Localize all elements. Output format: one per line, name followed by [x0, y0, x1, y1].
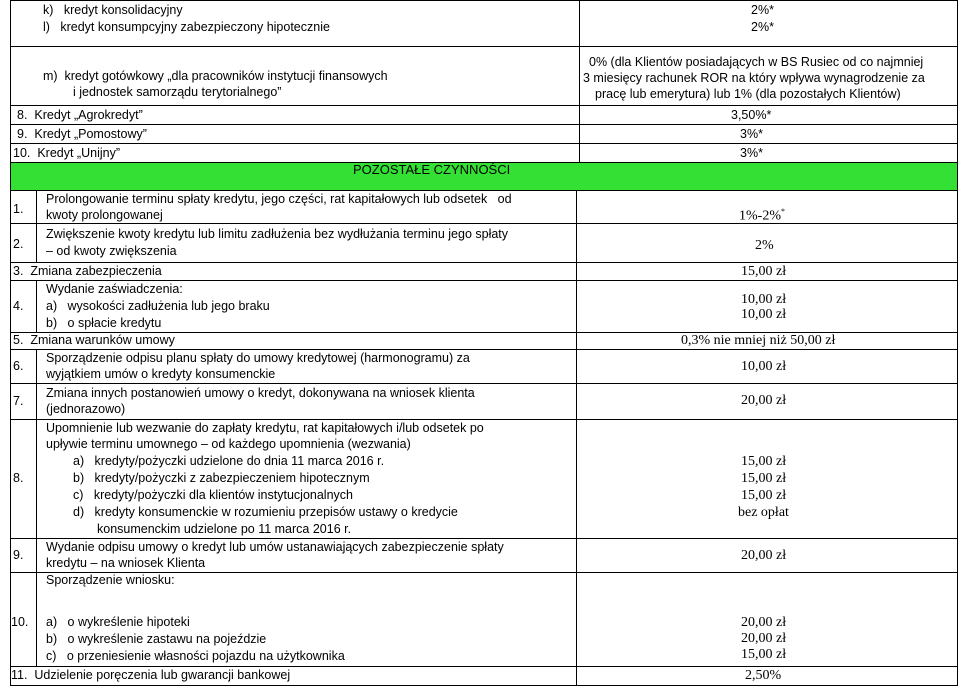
pomostowy-label: 9. Kredyt „Pomostowy”	[17, 127, 147, 141]
row-unijny	[10, 144, 958, 163]
row-m	[10, 47, 958, 106]
item-4-line-2: a) wysokości zadłużenia lub jego braku	[46, 299, 270, 313]
item-5	[10, 333, 958, 350]
item-1	[10, 191, 958, 224]
k-label: k) kredyt konsolidacyjny	[43, 3, 183, 17]
item-4-number: 4.	[13, 299, 24, 313]
item-8-value-d: bez opłat	[738, 505, 789, 520]
item-8-number: 8.	[13, 471, 24, 485]
item-7	[10, 384, 958, 420]
item-9-value: 20,00 zł	[741, 548, 787, 563]
item-4	[10, 281, 958, 333]
item-8	[10, 420, 958, 539]
m-label-2: i jednostek samorządu terytorialnego”	[73, 85, 282, 99]
item-10	[10, 573, 958, 667]
item-1-line-2: kwoty prolongowanej	[46, 208, 163, 222]
item-9	[10, 539, 958, 573]
item-4-line-3: b) o spłacie kredytu	[46, 316, 162, 330]
item-1-number: 1.	[13, 202, 24, 216]
item-8-option-d-2: konsumenckim udzielone po 11 marca 2016 r.	[97, 522, 352, 536]
l-label: l) kredyt konsumpcyjny zabezpieczony hipotecznie	[43, 20, 330, 34]
row-k-l	[10, 0, 958, 47]
item-8-option-c: c) kredyty/pożyczki dla klientów instytucjonalnych	[73, 488, 353, 502]
item-3	[10, 263, 958, 281]
item-7-number: 7.	[13, 394, 24, 408]
item-6-number: 6.	[13, 359, 24, 373]
item-9-line-2: kredytu – na wniosek Klienta	[46, 556, 206, 570]
item-8-value-b: 15,00 zł	[741, 471, 787, 486]
item-6-line-2: wyjątkiem umów o kredyty konsumenckie	[46, 367, 276, 381]
item-10-value-a: 20,00 zł	[741, 615, 787, 630]
m-value-1: 0% (dla Klientów posiadających w BS Rusiec od co najmniej	[589, 55, 924, 69]
item-8-line-2: upływie terminu umownego – od każdego upomnienia (wezwania)	[46, 437, 411, 451]
item-10-option-a: a) o wykreślenie hipoteki	[46, 615, 190, 629]
item-2	[10, 224, 958, 263]
m-value-2: 3 miesięcy rachunek ROR na który wpływa wynagrodzenie za	[583, 71, 925, 85]
item-2-line-1: Zwiększenie kwoty kredytu lub limitu zadłużenia bez wydłużania terminu jego spłaty	[46, 227, 509, 241]
item-8-value-c: 15,00 zł	[741, 488, 787, 503]
item-8-option-a: a) kredyty/pożyczki udzielone do dnia 11 marca 2016 r.	[73, 454, 385, 468]
item-7-line-2: (jednorazowo)	[46, 402, 126, 416]
item-4-value-b: 10,00 zł	[741, 307, 787, 322]
item-10-option-b: b) o wykreślenie zastawu na pojeździe	[46, 632, 267, 646]
m-value-3: pracę lub emerytura) lub 1% (dla pozostałych Klientów)	[595, 87, 901, 101]
item-4-value-a: 10,00 zł	[741, 292, 787, 307]
unijny-label: 10. Kredyt „Unijny”	[13, 146, 120, 160]
item-3-value: 15,00 zł	[741, 264, 787, 279]
item-10-value-c: 15,00 zł	[741, 647, 787, 662]
item-6	[10, 350, 958, 384]
item-11-label: 11. Udzielenie poręczenia lub gwarancji bankowej	[11, 668, 291, 682]
item-5-value: 0,3% nie mniej niż 50,00 zł	[681, 333, 836, 348]
section-title: POZOSTAŁE CZYNNOŚCI	[353, 162, 511, 177]
unijny-value: 3%*	[740, 146, 763, 160]
item-10-line-1: Sporządzenie wniosku:	[46, 573, 175, 587]
item-7-line-1: Zmiana innych postanowień umowy o kredyt, dokonywana na wniosek klienta	[46, 386, 475, 400]
item-9-number: 9.	[13, 548, 24, 562]
item-10-option-c: c) o przeniesienie własności pojazdu na użytkownika	[46, 649, 345, 663]
agrokredyt-label: 8. Kredyt „Agrokredyt”	[17, 108, 143, 122]
item-7-value: 20,00 zł	[741, 393, 787, 408]
item-2-value: 2%	[755, 238, 774, 253]
item-10-value-b: 20,00 zł	[741, 631, 787, 646]
item-9-line-1: Wydanie odpisu umowy o kredyt lub umów ustanawiających zabezpieczenie spłaty	[46, 540, 504, 554]
row-agrokredyt	[10, 106, 958, 125]
l-value: 2%*	[751, 20, 774, 34]
item-10-number: 10.	[11, 615, 29, 629]
item-1-line-1: Prolongowanie terminu spłaty kredytu, jego części, rat kapitałowych lub odsetek od	[46, 192, 512, 206]
item-8-value-a: 15,00 zł	[741, 454, 787, 469]
item-1-value: 1%-2%*	[739, 207, 785, 224]
item-8-line-1: Upomnienie lub wezwanie do zapłaty kredytu, rat kapitałowych i/lub odsetek po	[46, 421, 484, 435]
item-2-number: 2.	[13, 237, 24, 251]
item-3-label: 3. Zmiana zabezpieczenia	[13, 264, 162, 278]
row-pomostowy	[10, 125, 958, 144]
item-2-line-2: – od kwoty zwiększenia	[46, 244, 177, 258]
section-header	[10, 163, 958, 191]
pomostowy-value: 3%*	[740, 127, 763, 141]
item-4-line-1: Wydanie zaświadczenia:	[46, 282, 183, 296]
k-value: 2%*	[751, 3, 774, 17]
item-11-value: 2,50%	[745, 668, 782, 683]
item-8-option-b: b) kredyty/pożyczki z zabezpieczeniem hipotecznym	[73, 471, 370, 485]
m-label-1: m) kredyt gotówkowy „dla pracowników instytucji finansowych	[43, 69, 388, 83]
item-8-option-d-1: d) kredyty konsumenckie w rozumieniu przepisów ustawy o kredycie	[73, 505, 458, 519]
agrokredyt-value: 3,50%*	[731, 108, 772, 122]
item-11	[10, 667, 958, 686]
item-5-label: 5. Zmiana warunków umowy	[13, 333, 175, 347]
item-6-line-1: Sporządzenie odpisu planu spłaty do umowy kredytowej (harmonogramu) za	[46, 351, 470, 365]
item-6-value: 10,00 zł	[741, 359, 787, 374]
